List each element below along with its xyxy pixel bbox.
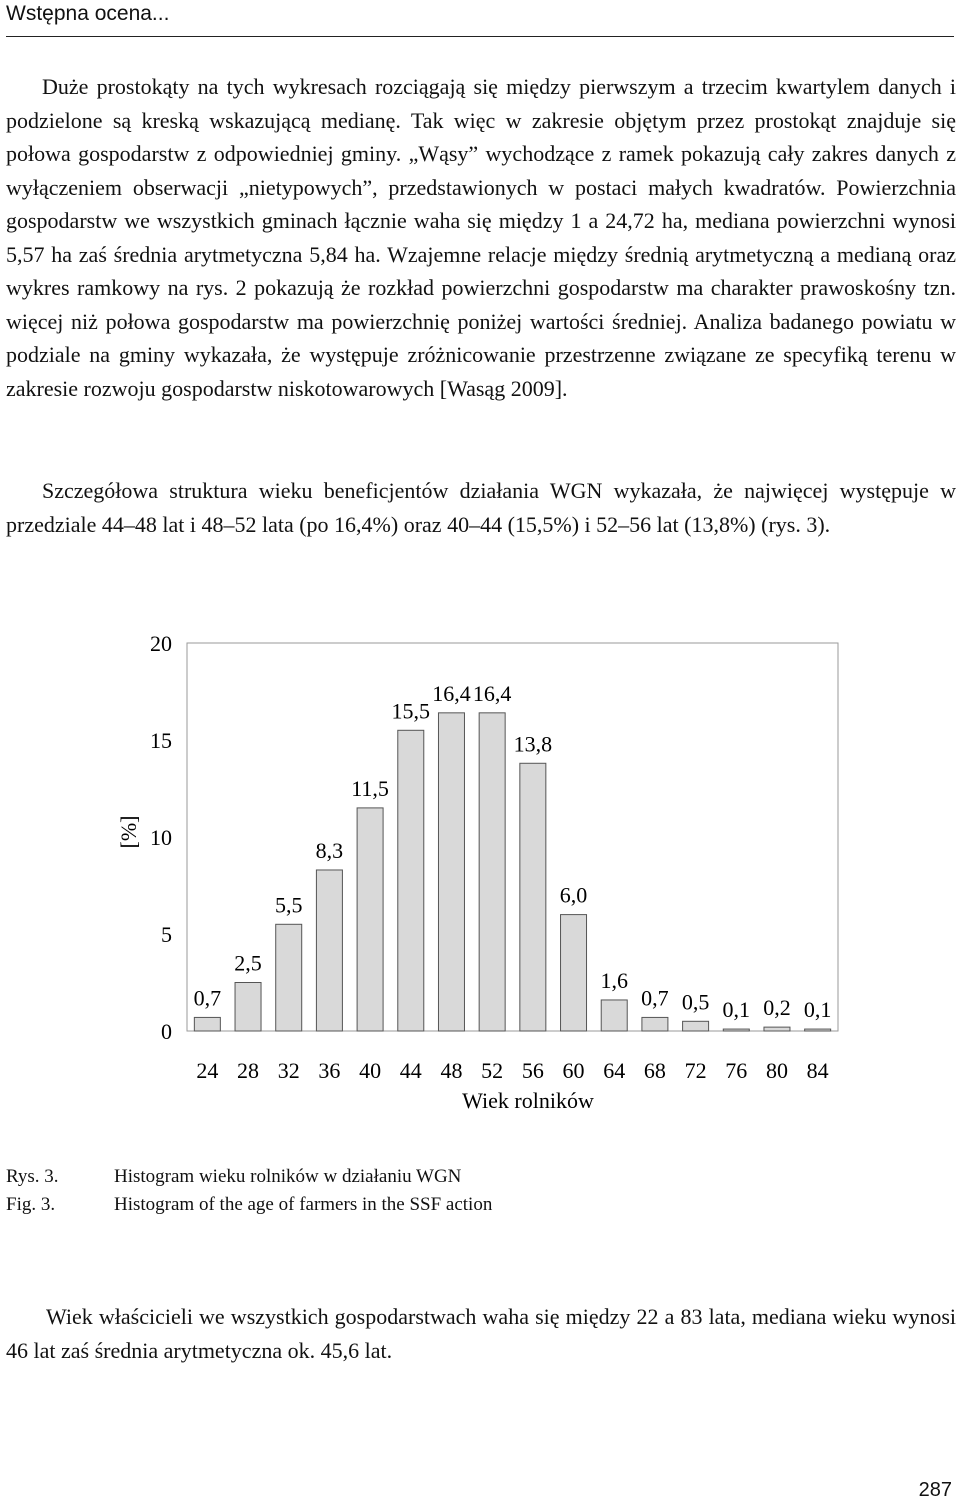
x-tick-label: 68	[643, 1058, 666, 1083]
x-tick-label: 40	[359, 1058, 382, 1083]
caption-polish	[6, 1166, 461, 1188]
bar-value-label: 15,5	[391, 698, 431, 724]
bar-value-label: 0,1	[803, 997, 832, 1023]
bar	[479, 713, 505, 1031]
bar-value-label: 0,7	[193, 985, 222, 1011]
paragraph-owner-age: Wiek właścicieli we wszystkich gospodarstwach waha się między 22 a 83 lata, mediana wieku wynosi 46 lat zaś średnia arytmetyczna ok. 45,6 lat.	[6, 1304, 956, 1363]
x-tick-label: 36	[318, 1058, 341, 1083]
bar	[316, 870, 342, 1031]
bar-value-label: 6,0	[559, 882, 588, 908]
x-tick-label: 56	[521, 1058, 544, 1083]
x-tick-label: 52	[481, 1058, 504, 1083]
x-tick-label: 24	[196, 1058, 219, 1083]
bar	[723, 1029, 749, 1031]
bar	[276, 924, 302, 1031]
running-header: Wstępna ocena...	[6, 2, 170, 25]
bar	[805, 1029, 831, 1031]
bar-value-label: 0,7	[641, 985, 669, 1011]
bar	[520, 763, 546, 1031]
x-tick-label: 44	[399, 1058, 422, 1083]
bar-value-label: 0,2	[763, 995, 791, 1021]
x-tick-label: 72	[684, 1058, 707, 1083]
y-axis-label: [%]	[116, 815, 141, 849]
bar-value-label: 8,3	[315, 837, 344, 863]
x-tick-label: 76	[725, 1058, 748, 1083]
bar	[357, 808, 383, 1031]
y-tick-label: 10	[150, 825, 172, 850]
bar	[561, 915, 587, 1031]
x-tick-label: 28	[237, 1058, 260, 1083]
bar-value-label: 2,5	[234, 950, 262, 976]
x-axis-ticks	[196, 1058, 828, 1083]
bar	[235, 983, 261, 1032]
y-axis-ticks	[150, 631, 172, 1044]
age-histogram-chart	[0, 620, 960, 1120]
page-number: 287	[918, 1479, 952, 1501]
bar-value-label: 16,4	[432, 680, 471, 706]
header-rule	[6, 36, 954, 37]
x-tick-label: 64	[603, 1058, 626, 1083]
bar-value-label: 5,5	[274, 892, 303, 918]
x-tick-label: 32	[277, 1058, 300, 1083]
y-tick-label: 15	[150, 728, 172, 753]
x-tick-label: 48	[440, 1058, 463, 1083]
y-tick-label: 5	[161, 922, 172, 947]
bar-value-label: 0,5	[681, 989, 710, 1015]
caption-label: Rys. 3.	[6, 1166, 59, 1187]
bar-value-label: 16,4	[472, 680, 512, 706]
y-tick-label: 0	[161, 1019, 172, 1044]
caption-text: Histogram of the age of farmers in the SSF action	[114, 1194, 493, 1215]
caption-text: Histogram wieku rolników w działaniu WGN	[114, 1166, 462, 1187]
bar	[764, 1027, 790, 1031]
bar-value-label: 11,5	[351, 775, 389, 801]
paragraph-boxplot-description: Duże prostokąty na tych wykresach rozciągają się między pierwszym a trzecim kwartylem danych i podzielone są kreską wskazującą medianę. Tak więc w zakresie objętym przez prostokąt znajduje się połowa gospodarstw z odpowiedniej gminy. „Wąsy” wychodzące z ramek pokazują cały zakres danych z wyłączeniem obserwacji „nietypowych”, przedstawionych w postaci małych kwadratów. Powierzchnia gospodarstw we wszystkich gminach łącznie waha się między 1 a 24,72 ha, mediana powierzchni wynosi 5,57 ha zaś średnia arytmetyczna 5,84 ha. Wzajemne relacje między średnią arytmetyczną a medianą oraz wykres ramkowy na rys. 2 pokazują że rozkład powierzchni gospodarstw ma charakter prawoskośny tzn. więcej niż połowa gospodarstw ma powierzchnię poniżej wartości średniej. Analiza badanego powiatu w podziale na gminy wykazała, że występuje zróżnicowanie przestrzenne związane ze specyfiką terenu w zakresie rozwoju gospodarstw niskotowarowych [Wasąg 2009].	[6, 74, 956, 401]
bar-value-label: 13,8	[513, 731, 553, 757]
x-axis-label: Wiek rolników	[462, 1088, 594, 1113]
bar	[683, 1021, 709, 1031]
caption-label: Fig. 3.	[6, 1194, 56, 1215]
bar	[642, 1017, 668, 1031]
x-tick-label: 60	[562, 1058, 585, 1083]
bar	[601, 1000, 627, 1031]
x-tick-label: 80	[765, 1058, 788, 1083]
paragraph-age-structure: Szczegółowa struktura wieku beneficjentów działania WGN wykazała, że najwięcej występuje w przedziale 44–48 lat i 48–52 lata (po 16,4%) oraz 40–44 (15,5%) i 52–56 lat (13,8%) (rys. 3).	[6, 478, 956, 537]
bar	[438, 713, 464, 1031]
bar-value-label: 0,1	[722, 997, 751, 1023]
bar-value-label: 1,6	[600, 967, 628, 993]
x-tick-label: 84	[806, 1058, 829, 1083]
y-tick-label: 20	[150, 631, 172, 656]
bar	[398, 730, 424, 1031]
caption-english	[6, 1194, 492, 1216]
bars	[194, 713, 830, 1031]
bar	[194, 1017, 220, 1031]
